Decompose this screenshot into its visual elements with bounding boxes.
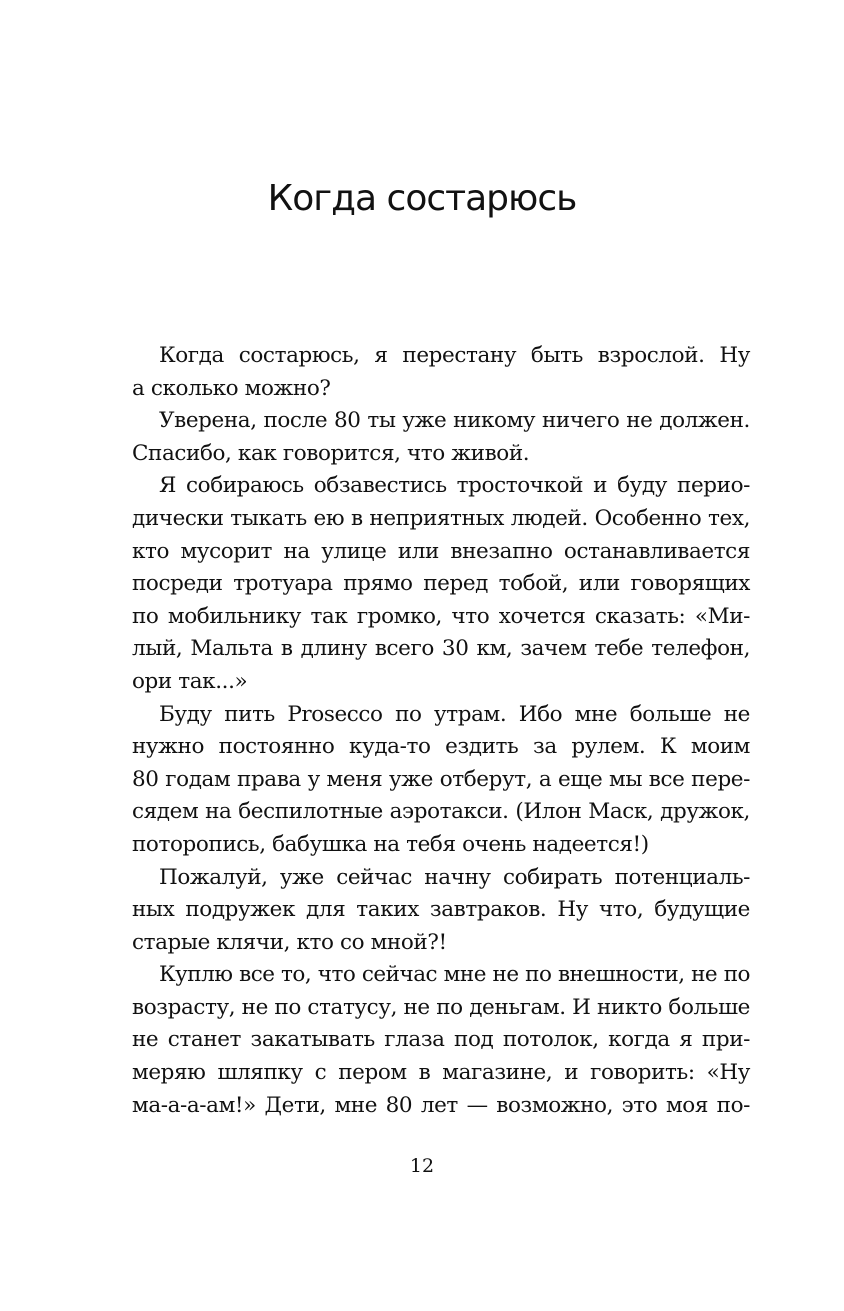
text-line: меряю шляпку с пером в магазине, и говорить: «Ну	[132, 1060, 750, 1086]
text-line: Я собираюсь обзавестись тросточкой и буду перио-	[159, 473, 750, 499]
text-line: Пожалуй, уже сейчас начну собирать потенциаль-	[159, 864, 750, 890]
text-line: поторопись, бабушка на тебя очень надеется!)	[132, 831, 649, 857]
text-line: 80 годам права у меня уже отберут, а еще мы все пере-	[132, 766, 750, 792]
text-line: кто мусорит на улице или внезапно останавливается	[132, 538, 750, 564]
text-line: сядем на беспилотные аэротакси. (Илон Маск, дружок,	[132, 799, 750, 825]
chapter-title: Когда состарюсь	[267, 178, 577, 219]
text-line: старые клячи, кто со мной?!	[132, 929, 447, 955]
text-line: а сколько можно?	[132, 375, 331, 401]
text-line: Куплю все то, что сейчас мне не по внешности, не по	[159, 962, 750, 988]
text-line: лый, Мальта в длину всего 30 км, зачем тебе телефон,	[132, 636, 750, 662]
text-line: дически тыкать ею в неприятных людей. Особенно тех,	[132, 505, 750, 531]
text-line: Уверена, после 80 ты уже никому ничего не должен.	[159, 408, 750, 434]
body-text	[132, 340, 750, 1122]
text-line: ма-а-а-ам!» Дети, мне 80 лет — возможно, это моя по-	[132, 1092, 750, 1118]
text-line: ных подружек для таких завтраков. Ну что, будущие	[132, 897, 750, 923]
text-line: не станет закатывать глаза под потолок, когда я при-	[132, 1027, 750, 1053]
text-line: ори так...»	[132, 668, 248, 694]
text-line: Когда состарюсь, я перестану быть взрослой. Ну	[159, 343, 750, 368]
page-number: 12	[409, 1155, 435, 1177]
text-line: нужно постоянно куда-то ездить за рулем. К моим	[132, 734, 750, 760]
text-line: Спасибо, как говорится, что живой.	[132, 440, 530, 466]
text-line: возрасту, не по статусу, не по деньгам. И никто больше	[132, 994, 750, 1020]
text-line: посреди тротуара прямо перед тобой, или говорящих	[132, 571, 750, 597]
text-line: по мобильнику так громко, что хочется сказать: «Ми-	[132, 603, 750, 629]
text-line: Буду пить Prosecco по утрам. Ибо мне больше не	[159, 701, 750, 727]
